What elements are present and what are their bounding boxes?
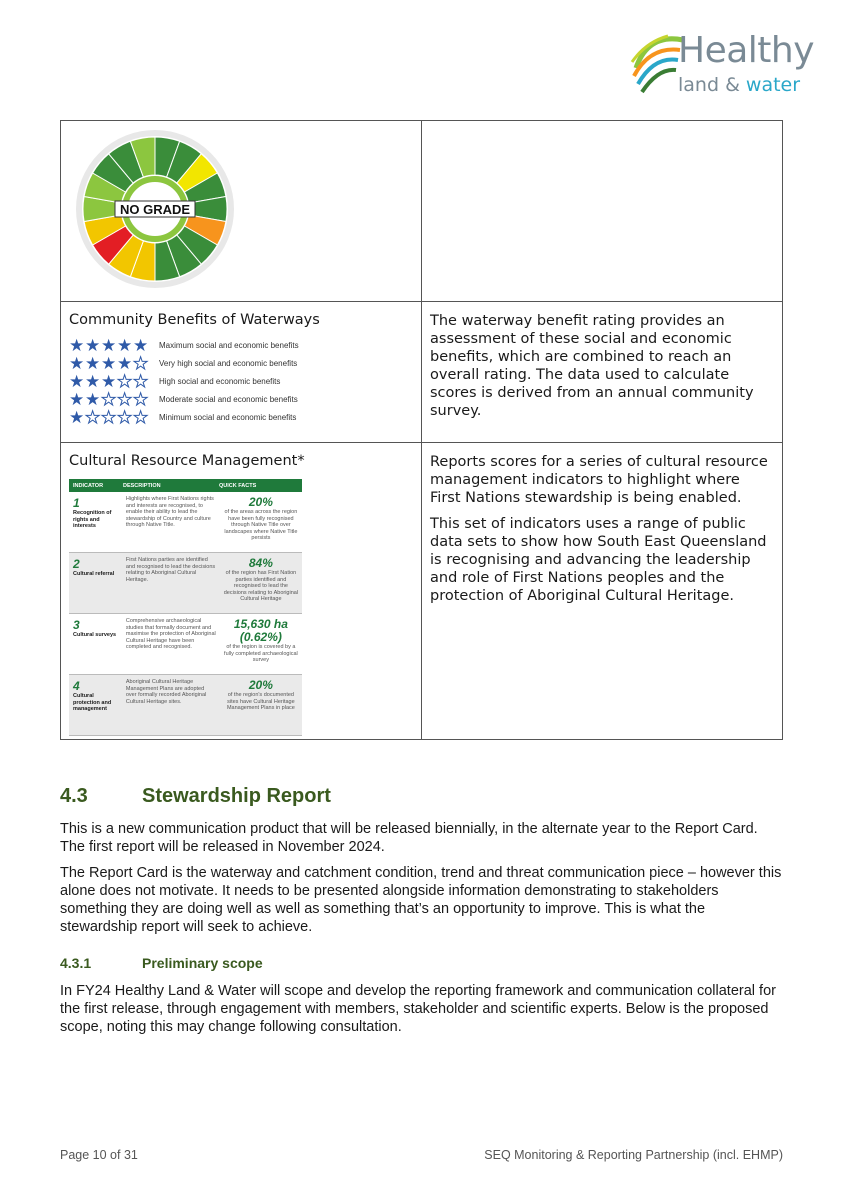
star-rating-row	[69, 354, 421, 372]
community-benefits-title: Community Benefits of Waterways	[69, 312, 320, 328]
empty-star-icon: ★	[133, 389, 149, 409]
star-rating-legend	[61, 332, 421, 426]
empty-star-icon: ★	[133, 407, 149, 427]
cultural-paragraph-2: This set of indicators uses a range of public data sets to show how South East Queensland is recognising and advancing the leadership and role of First Nations peoples and the protection of Aboriginal Cultural Heritage.	[430, 516, 767, 604]
filled-star-icon: ★	[85, 389, 101, 409]
report-card-wheel-graphic	[75, 129, 235, 289]
filled-star-icon: ★	[101, 353, 117, 373]
footer-document-title: SEQ Monitoring & Reporting Partnership (incl. EHMP)	[484, 1148, 783, 1162]
indicator-name: Recognition of rights and interests	[73, 510, 112, 529]
indicator-description: Highlights where First Nations rights and interests are recognised, to enable their ability to lead the stewardship of Country and culture through Native Title.	[125, 496, 214, 528]
filled-star-icon: ★	[133, 335, 149, 355]
star-rating-row	[69, 372, 421, 390]
empty-star-icon: ★	[133, 371, 149, 391]
filled-star-icon: ★	[85, 353, 101, 373]
quick-fact-text: of the region's documented sites have Cultural Heritage Management Plans in place	[226, 692, 295, 711]
quick-fact-text: of the region has First Nation parties identified and recognised to lead the decisions relating to Aboriginal Cultural Heritage	[223, 570, 299, 602]
cultural-table-header: INDICATOR DESCRIPTION QUICK FACTS	[69, 479, 302, 492]
empty-star-icon: ★	[85, 407, 101, 427]
logo-word-healthy: Healthy	[678, 30, 815, 71]
filled-star-icon: ★	[85, 335, 101, 355]
quick-fact-value: 84%	[248, 556, 273, 570]
filled-star-icon: ★	[85, 371, 101, 391]
empty-star-icon: ★	[117, 371, 133, 391]
quick-fact-text: of the region is covered by a fully completed archaeological survey	[224, 644, 298, 663]
cultural-table-row	[69, 553, 302, 614]
indicator-name: Cultural referral	[73, 571, 115, 577]
filled-star-icon: ★	[117, 353, 133, 373]
cultural-resource-title: Cultural Resource Management*	[69, 453, 305, 469]
indicator-name: Cultural protection and management	[73, 693, 112, 712]
star-rating-row	[69, 408, 421, 426]
section-paragraph-1: This is a new communication product that will be released biennially, in the alternate year to the Report Card. The first report will be released in November 2024.	[60, 821, 758, 855]
filled-star-icon: ★	[69, 335, 85, 355]
logo-word-land-water: land & water	[678, 74, 801, 96]
empty-star-icon: ★	[117, 389, 133, 409]
healthy-land-water-logo	[628, 28, 815, 108]
indicator-number: 2	[73, 557, 80, 571]
empty-star-icon: ★	[101, 407, 117, 427]
star-rating-label: Maximum social and economic benefits	[159, 340, 299, 350]
section-paragraph-2: The Report Card is the waterway and catchment condition, trend and threat communication piece – however this alone does not motivate. It needs to be presented alongside information demonstrating to stakeholders something they are doing well as well as something that’s an opportunity to improve. This is what the stewardship report will seek to achieve.	[60, 865, 782, 935]
community-benefits-paragraph: The waterway benefit rating provides an assessment of these social and economic benefits, which are combined to reach an overall rating. The data used to calculate scores is derived from an annual community survey.	[430, 313, 754, 419]
filled-star-icon: ★	[69, 371, 85, 391]
footer-page-number: Page 10 of 31	[60, 1148, 138, 1162]
empty-star-icon: ★	[133, 353, 149, 373]
wheel-description-cell	[422, 121, 783, 302]
empty-star-icon: ★	[101, 389, 117, 409]
star-rating-row	[69, 336, 421, 354]
section-heading: 4.3 Stewardship Report	[60, 785, 331, 807]
filled-star-icon: ★	[69, 407, 85, 427]
star-rating-label: Very high social and economic benefits	[159, 358, 298, 368]
quick-fact-value: 15,630 ha (0.62%)	[233, 617, 288, 644]
indicator-number: 4	[73, 679, 80, 693]
quick-fact-value: 20%	[248, 678, 273, 692]
community-benefits-description	[422, 302, 783, 443]
filled-star-icon: ★	[69, 389, 85, 409]
indicator-name: Cultural surveys	[73, 632, 117, 638]
filled-star-icon: ★	[69, 353, 85, 373]
cultural-indicator-table	[69, 479, 302, 736]
filled-star-icon: ★	[117, 335, 133, 355]
wheel-cell	[61, 121, 422, 302]
cultural-table-row	[69, 614, 302, 675]
quick-fact-value: 20%	[248, 495, 273, 509]
indicator-number: 3	[73, 618, 80, 632]
indicator-description: Comprehensive archaeological studies that formally document and maximise the protection of Aboriginal Cultural Heritage have been completed and recognised.	[125, 618, 216, 650]
indicator-number: 1	[73, 496, 80, 510]
cultural-table-row	[69, 675, 302, 736]
filled-star-icon: ★	[101, 371, 117, 391]
filled-star-icon: ★	[101, 335, 117, 355]
star-rating-label: Moderate social and economic benefits	[159, 394, 298, 404]
cultural-resource-description	[422, 443, 783, 740]
cultural-resource-cell	[61, 443, 422, 740]
indicator-table	[60, 120, 783, 740]
subsection-heading: 4.3.1 Preliminary scope	[60, 955, 263, 971]
indicator-description: First Nations parties are identified and recognised to lead the decisions relating to Aboriginal Cultural Heritage.	[125, 557, 216, 583]
star-rating-label: High social and economic benefits	[159, 376, 281, 386]
star-rating-row	[69, 390, 421, 408]
empty-star-icon: ★	[117, 407, 133, 427]
quick-fact-text: of the areas across the region have been fully recognised through Native Title over landscapes where Native Title persists	[224, 509, 298, 541]
wheel-center-label: NO GRADE	[119, 202, 191, 217]
star-rating-label: Minimum social and economic benefits	[159, 412, 297, 422]
indicator-description: Aboriginal Cultural Heritage Management Plans are adopted over formally recorded Aboriginal Cultural Heritage sites.	[125, 679, 207, 705]
community-benefits-cell	[61, 302, 422, 443]
cultural-paragraph-1: Reports scores for a series of cultural resource management indicators to highlight where First Nations stewardship is being enabled.	[430, 454, 768, 506]
cultural-table-row	[69, 492, 302, 553]
subsection-paragraph: In FY24 Healthy Land & Water will scope and develop the reporting framework and communication collateral for the first release, through engagement with members, stakeholder and scientific experts. Below is the proposed scope, noting this may change following consultation.	[60, 983, 776, 1035]
